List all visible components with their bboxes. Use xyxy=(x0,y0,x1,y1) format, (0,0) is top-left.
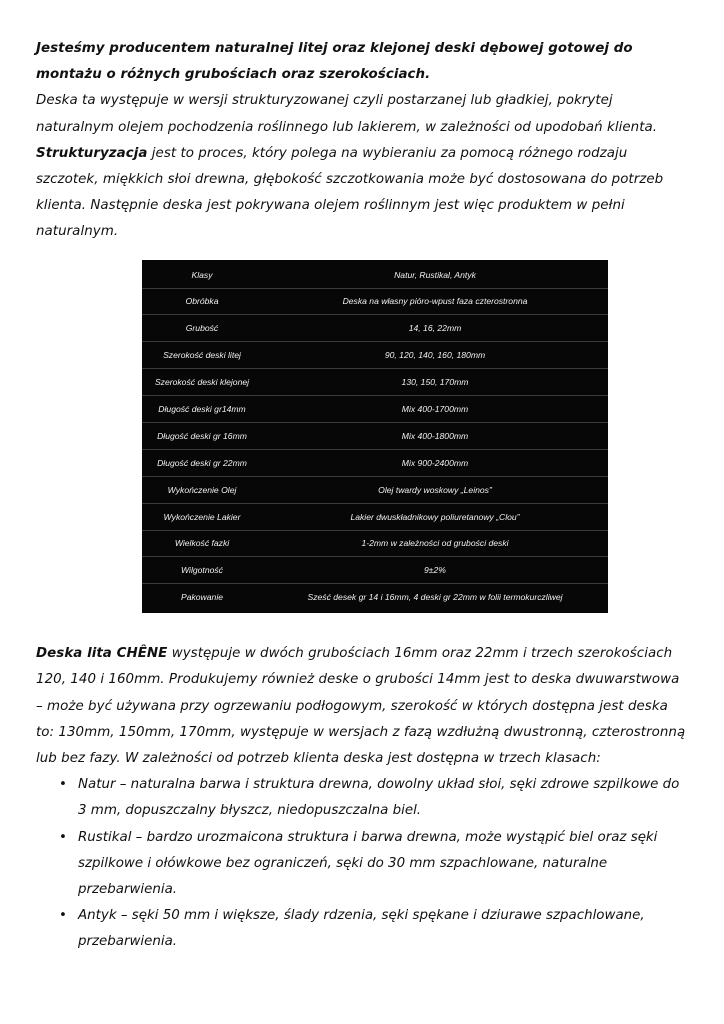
spec-key: Długość deski gr 16mm xyxy=(142,423,262,450)
spec-key: Grubość xyxy=(142,315,262,342)
intro-description: Deska ta występuje w wersji strukturyzowanej czyli postarzanej lub gładkiej, pokrytej naturalnym olejem pochodzenia roślinnego lub lakierem, w zależności od upodobań klienta. xyxy=(36,93,658,135)
spec-key: Pakowanie xyxy=(180,592,224,603)
spec-value: 1-2mm w zależności od grubości deski xyxy=(262,531,608,558)
chene-term: Deska lita CHÊNE xyxy=(36,646,168,662)
table-row xyxy=(142,450,608,477)
class-description: Natur – naturalna barwa i struktura drewna, dowolny układ słoi, sęki zdrowe szpilkowe do 3 mm, dopuszczalny błyszcz, niedopuszczalna biel. xyxy=(78,777,680,819)
spec-key: Klasy xyxy=(142,262,262,289)
table-row xyxy=(142,477,608,504)
table-row xyxy=(142,396,608,423)
chene-paragraph xyxy=(36,641,690,772)
chene-description: występuje w dwóch grubościach 16mm oraz 22mm i trzech szerokościach 120, 140 i 160mm. Produkujemy również deske o grubości 14mm jest to deska dwuwarstwowa – może być używana przy ogrzewaniu podłogowym, szerokość w których dostępna jest deska to: 130mm, 150mm, 170mm, występuje w wersjach z fazą wzdłużną dwustronną, czterostronną lub bez fazy. W zależności od potrzeb klienta deska jest dostępna w trzech klasach: xyxy=(36,646,686,767)
table-row xyxy=(142,423,608,450)
spec-value: Mix 400-1800mm xyxy=(262,423,608,450)
table-row xyxy=(142,531,608,558)
table-row xyxy=(142,504,608,531)
spec-value: 90, 120, 140, 160, 180mm xyxy=(262,342,608,369)
specification-table xyxy=(142,262,608,611)
structuring-description: jest to proces, który polega na wybieraniu za pomocą różnego rodzaju szczotek, miękkich słoi drewna, głębokość szczotkowania może być dostosowana do potrzeb klienta. Następnie deska jest pokrywana olejem roślinnym jest więc produktem w pełni naturalnym. xyxy=(36,145,664,240)
spec-value: 9±2% xyxy=(262,557,608,584)
spec-value: Mix 400-1700mm xyxy=(262,396,608,423)
table-row xyxy=(142,369,608,396)
spec-key: Szerokość deski litej xyxy=(142,342,262,369)
specification-table-image xyxy=(142,260,608,614)
table-row xyxy=(142,262,608,289)
table-row xyxy=(142,342,608,369)
table-row xyxy=(142,557,608,584)
intro-bold-statement: Jesteśmy producentem naturalnej litej oraz klejonej deski dębowej gotowej do montażu o różnych grubościach oraz szerokościach. xyxy=(36,41,633,83)
structuring-term: Strukturyzacja xyxy=(36,145,148,161)
spec-value: Lakier dwuskładnikowy poliuretanowy „Clou” xyxy=(262,504,608,531)
spec-value: Natur, Rustikal, Antyk xyxy=(262,262,608,289)
bullet-icon: • xyxy=(59,908,67,924)
class-description: Rustikal – bardzo urozmaicona struktura i barwa drewna, może wystąpić biel oraz sęki szpilkowe i ołówkowe bez ograniczeń, sęki do 30 mm szpachlowane, naturalne przebarwienia. xyxy=(78,829,658,898)
class-list xyxy=(36,772,690,955)
table-row xyxy=(142,289,608,316)
spec-value: 14, 16, 22mm xyxy=(262,315,608,342)
spec-key: Wykończenie Olej xyxy=(142,477,262,504)
spec-key: Długość deski gr 22mm xyxy=(142,450,262,477)
class-description: Antyk – sęki 50 mm i większe, ślady rdzenia, sęki spękane i dziurawe szpachlowane, przebarwienia. xyxy=(78,908,645,950)
intro-paragraph xyxy=(36,36,690,246)
table-row xyxy=(142,584,608,610)
table-row xyxy=(142,315,608,342)
spec-value: Mix 900-2400mm xyxy=(262,450,608,477)
list-item xyxy=(59,825,690,904)
list-item xyxy=(59,903,690,955)
spec-value: Olej twardy woskowy „Leinos” xyxy=(262,477,608,504)
spec-key: Długość deski gr14mm xyxy=(142,396,262,423)
bullet-icon: • xyxy=(59,829,67,845)
spec-value: Deska na własny pióro-wpust faza czterostronna xyxy=(262,289,608,316)
spec-key: Obróbka xyxy=(142,289,262,316)
spec-value: Sześć desek gr 14 i 16mm, 4 deski gr 22mm w folii termokurczliwej xyxy=(307,592,563,603)
spec-key: Szerokość deski klejonej xyxy=(142,369,262,396)
bullet-icon: • xyxy=(59,777,67,793)
spec-key: Wilgotność xyxy=(142,557,262,584)
spec-key: Wielkość fazki xyxy=(142,531,262,558)
list-item xyxy=(59,772,690,824)
spec-key: Wykończenie Lakier xyxy=(142,504,262,531)
spec-value: 130, 150, 170mm xyxy=(262,369,608,396)
